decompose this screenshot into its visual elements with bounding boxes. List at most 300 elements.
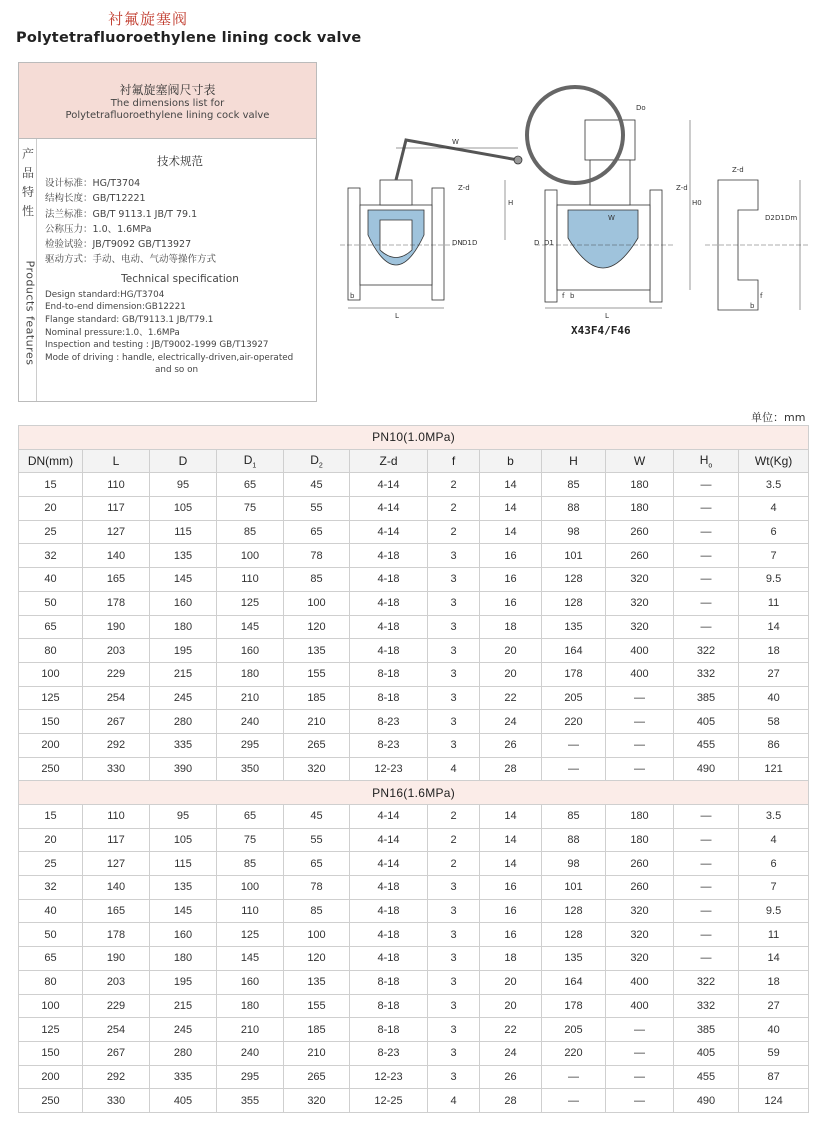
- table-cell: —: [674, 591, 739, 615]
- bonnet-view1: [380, 180, 412, 205]
- table-cell: —: [542, 733, 606, 757]
- table-cell: 65: [217, 805, 284, 829]
- table-cell: 45: [284, 805, 350, 829]
- table-cell: 125: [217, 923, 284, 947]
- table-cell: 24: [480, 1041, 542, 1065]
- dim-label: f: [760, 292, 763, 300]
- table-cell: 85: [217, 852, 284, 876]
- tech-spec-line-en: and so on: [155, 365, 199, 376]
- table-cell: 110: [217, 899, 284, 923]
- page-title-en: Polytetrafluoroethylene lining cock valve: [16, 30, 362, 46]
- table-cell: 100: [217, 876, 284, 900]
- table-cell: 125: [19, 1018, 83, 1042]
- spec-panel-header: [19, 63, 316, 139]
- table-cell: 117: [83, 828, 150, 852]
- table-cell: 3: [428, 970, 480, 994]
- table-cell: 2: [428, 520, 480, 544]
- column-header-subscript: o: [708, 462, 713, 470]
- table-cell: —: [606, 1065, 674, 1089]
- column-header-label: W: [633, 454, 646, 469]
- table-cell: 87: [739, 1065, 809, 1089]
- table-cell: 20: [19, 828, 83, 852]
- column-header-label: L: [112, 454, 120, 469]
- table-cell: 22: [480, 1018, 542, 1042]
- table-cell: 185: [284, 686, 350, 710]
- table-cell: 18: [480, 947, 542, 971]
- column-header: [83, 449, 150, 473]
- tech-spec-line-en: Mode of driving : handle, electrically-driven,air-operated: [45, 352, 294, 363]
- table-cell: 7: [739, 876, 809, 900]
- table-cell: 28: [480, 757, 542, 781]
- table-cell: 3: [428, 710, 480, 734]
- table-cell: 85: [284, 568, 350, 592]
- table-cell: 180: [606, 828, 674, 852]
- table-cell: 100: [19, 662, 83, 686]
- table-cell: —: [674, 473, 739, 497]
- table-cell: 124: [739, 1089, 809, 1113]
- spec-side-strip: [19, 139, 37, 401]
- spec-header-en-line2: Polytetrafluoroethylene lining cock valve: [65, 110, 270, 121]
- table-cell: 8-23: [350, 710, 428, 734]
- table-cell: 100: [217, 544, 284, 568]
- table-cell: 18: [739, 970, 809, 994]
- table-cell: 254: [83, 1018, 150, 1042]
- dim-label: H: [508, 199, 514, 207]
- table-cell: 229: [83, 994, 150, 1018]
- table-cell: 145: [150, 899, 217, 923]
- table-row: [19, 662, 809, 686]
- table-cell: 4-14: [350, 828, 428, 852]
- table-cell: 40: [739, 1018, 809, 1042]
- table-cell: 24: [480, 710, 542, 734]
- dim-label: Z-d: [732, 166, 744, 174]
- table-row: [19, 947, 809, 971]
- table-row: [19, 591, 809, 615]
- table-cell: 110: [217, 568, 284, 592]
- table-cell: 165: [83, 568, 150, 592]
- table-cell: 98: [542, 520, 606, 544]
- table-cell: 14: [480, 852, 542, 876]
- table-cell: 3: [428, 923, 480, 947]
- page-title-cn: 衬氟旋塞阀: [108, 10, 189, 28]
- table-cell: 4: [428, 757, 480, 781]
- column-header: [19, 449, 83, 473]
- table-cell: 117: [83, 497, 150, 521]
- table-cell: 3: [428, 876, 480, 900]
- column-header: [428, 449, 480, 473]
- table-cell: 260: [606, 876, 674, 900]
- table-cell: 400: [606, 994, 674, 1018]
- table-cell: 65: [284, 852, 350, 876]
- table-cell: 4-14: [350, 520, 428, 544]
- table-cell: 320: [606, 947, 674, 971]
- tech-spec-title-en: Technical specification: [121, 272, 239, 285]
- table-row: [19, 970, 809, 994]
- table-cell: 105: [150, 497, 217, 521]
- header-row: [19, 449, 809, 473]
- table-cell: —: [606, 1041, 674, 1065]
- tech-spec-line-cn: 设计标准：HG/T3704: [45, 178, 141, 189]
- table-row: [19, 1089, 809, 1113]
- table-cell: 20: [480, 994, 542, 1018]
- table-cell: 335: [150, 733, 217, 757]
- table-cell: 160: [217, 970, 284, 994]
- table-cell: 332: [674, 994, 739, 1018]
- table-cell: 58: [739, 710, 809, 734]
- table-cell: —: [674, 805, 739, 829]
- column-header-label: Wt(Kg): [754, 454, 793, 469]
- table-cell: 40: [19, 568, 83, 592]
- table-cell: 3: [428, 899, 480, 923]
- table-cell: 135: [150, 876, 217, 900]
- table-cell: 210: [284, 1041, 350, 1065]
- column-header: [739, 449, 809, 473]
- spec-header-cn: 衬氟旋塞阀尺寸表: [119, 83, 216, 97]
- table-cell: 95: [150, 473, 217, 497]
- dim-label: D1: [462, 239, 472, 247]
- table-cell: 115: [150, 520, 217, 544]
- dim-label: Z-d: [458, 184, 470, 192]
- plug-view1: [380, 220, 412, 258]
- table-cell: 150: [19, 710, 83, 734]
- table-cell: 101: [542, 544, 606, 568]
- column-header-subscript: 2: [318, 462, 323, 470]
- table-cell: 135: [542, 947, 606, 971]
- table-cell: 4-18: [350, 947, 428, 971]
- table-cell: 12-23: [350, 1065, 428, 1089]
- table-cell: 59: [739, 1041, 809, 1065]
- table-cell: 330: [83, 1089, 150, 1113]
- table-cell: 110: [83, 473, 150, 497]
- dim-label: H0: [692, 199, 702, 207]
- table-cell: 11: [739, 923, 809, 947]
- column-header: [284, 449, 350, 473]
- table-cell: 3: [428, 591, 480, 615]
- table-cell: 80: [19, 970, 83, 994]
- table-row: [19, 923, 809, 947]
- table-cell: 25: [19, 520, 83, 544]
- table-cell: 160: [150, 923, 217, 947]
- table-cell: 203: [83, 970, 150, 994]
- table-cell: 335: [150, 1065, 217, 1089]
- table-cell: 320: [606, 923, 674, 947]
- table-cell: 85: [542, 473, 606, 497]
- table-cell: 15: [19, 473, 83, 497]
- table-cell: 490: [674, 1089, 739, 1113]
- table-cell: 195: [150, 970, 217, 994]
- table-row: [19, 852, 809, 876]
- table-cell: 27: [739, 662, 809, 686]
- table-cell: 88: [542, 497, 606, 521]
- table-cell: 3: [428, 1018, 480, 1042]
- table-cell: 101: [542, 876, 606, 900]
- tech-spec-line-en: Flange standard: GB/T9113.1 JB/T79.1: [45, 314, 214, 325]
- table-cell: 3: [428, 639, 480, 663]
- table-cell: 180: [606, 473, 674, 497]
- table-cell: 320: [606, 615, 674, 639]
- table-cell: 400: [606, 639, 674, 663]
- table-cell: —: [542, 1089, 606, 1113]
- flange-right-view1: [432, 188, 444, 300]
- table-cell: 12-25: [350, 1089, 428, 1113]
- table-cell: —: [606, 686, 674, 710]
- side-label-en: Products features: [23, 260, 37, 366]
- table-row: [19, 828, 809, 852]
- table-cell: 3: [428, 994, 480, 1018]
- table-cell: —: [674, 947, 739, 971]
- tech-spec-line-en: Inspection and testing : JB/T9002-1999 GB/T13927: [45, 340, 269, 351]
- table-cell: 20: [19, 497, 83, 521]
- table-cell: 6: [739, 852, 809, 876]
- table-cell: 14: [480, 828, 542, 852]
- table-cell: 2: [428, 828, 480, 852]
- table-cell: 322: [674, 639, 739, 663]
- table-cell: 145: [217, 615, 284, 639]
- table-cell: 320: [284, 1089, 350, 1113]
- table-cell: 110: [83, 805, 150, 829]
- table-cell: 86: [739, 733, 809, 757]
- table-row: [19, 710, 809, 734]
- table-cell: 128: [542, 923, 606, 947]
- side-char: 性: [22, 204, 35, 218]
- table-cell: 400: [606, 662, 674, 686]
- tech-spec-line-cn: 驱动方式：手动、电动、气动等操作方式: [45, 254, 217, 266]
- table-cell: 210: [284, 710, 350, 734]
- table-cell: 2: [428, 852, 480, 876]
- table-row: [19, 876, 809, 900]
- table-cell: 40: [19, 899, 83, 923]
- dim-label: L: [605, 312, 609, 320]
- table-cell: 125: [217, 591, 284, 615]
- table-cell: 145: [217, 947, 284, 971]
- table-cell: 295: [217, 733, 284, 757]
- table-cell: 3: [428, 947, 480, 971]
- table-cell: 405: [674, 710, 739, 734]
- table-cell: 260: [606, 520, 674, 544]
- column-header: [606, 449, 674, 473]
- table-cell: 260: [606, 852, 674, 876]
- table-cell: 2: [428, 805, 480, 829]
- section-row: [19, 426, 809, 450]
- dim-label: Z-d: [676, 184, 688, 192]
- table-cell: 6: [739, 520, 809, 544]
- table-cell: 100: [19, 994, 83, 1018]
- table-cell: 455: [674, 1065, 739, 1089]
- table-cell: 295: [217, 1065, 284, 1089]
- section-title: PN10(1.0MPa): [19, 426, 809, 450]
- tech-spec-line-en: Nominal pressure:1.0、1.6MPa: [45, 327, 180, 338]
- table-cell: 4-18: [350, 923, 428, 947]
- table-cell: 4-18: [350, 615, 428, 639]
- table-cell: 330: [83, 757, 150, 781]
- table-row: [19, 568, 809, 592]
- table-row: [19, 686, 809, 710]
- table-cell: 205: [542, 686, 606, 710]
- table-row: [19, 544, 809, 568]
- table-cell: 20: [480, 639, 542, 663]
- table-cell: 292: [83, 1065, 150, 1089]
- tech-spec-line-cn: 公称压力：1.0、1.6MPa: [45, 223, 152, 235]
- dim-label: Do: [636, 104, 646, 112]
- table-cell: 65: [284, 520, 350, 544]
- column-header: [217, 449, 284, 473]
- table-cell: —: [674, 876, 739, 900]
- table-row: [19, 1041, 809, 1065]
- table-cell: 16: [480, 591, 542, 615]
- table-cell: 88: [542, 828, 606, 852]
- flange-right-view2: [650, 190, 662, 302]
- table-cell: 8-23: [350, 1041, 428, 1065]
- table-cell: —: [542, 1065, 606, 1089]
- table-cell: 9.5: [739, 568, 809, 592]
- table-cell: 127: [83, 520, 150, 544]
- table-cell: 4-14: [350, 852, 428, 876]
- column-header-label: b: [507, 454, 514, 469]
- table-cell: 78: [284, 876, 350, 900]
- table-row: [19, 615, 809, 639]
- spec-header-en-line1: The dimensions list for: [110, 98, 225, 109]
- table-cell: 8-18: [350, 1018, 428, 1042]
- table-cell: 3: [428, 615, 480, 639]
- table-cell: 390: [150, 757, 217, 781]
- table-cell: 100: [284, 923, 350, 947]
- column-header: [480, 449, 542, 473]
- table-cell: 265: [284, 1065, 350, 1089]
- table-cell: 245: [150, 686, 217, 710]
- dim-label: b: [350, 292, 355, 300]
- table-cell: 178: [542, 994, 606, 1018]
- column-header: [350, 449, 428, 473]
- table-cell: 28: [480, 1089, 542, 1113]
- table-cell: 128: [542, 591, 606, 615]
- table-cell: 164: [542, 639, 606, 663]
- table-cell: 15: [19, 805, 83, 829]
- table-cell: 250: [19, 757, 83, 781]
- table-cell: 160: [150, 591, 217, 615]
- section-row: [19, 781, 809, 805]
- table-cell: 3: [428, 1065, 480, 1089]
- table-cell: 25: [19, 852, 83, 876]
- column-header: [542, 449, 606, 473]
- dim-label: D1: [775, 214, 785, 222]
- table-cell: 245: [150, 1018, 217, 1042]
- table-cell: 125: [19, 686, 83, 710]
- table-cell: 203: [83, 639, 150, 663]
- column-header-label: D: [178, 454, 188, 469]
- table-cell: 320: [284, 757, 350, 781]
- table-cell: 455: [674, 733, 739, 757]
- table-cell: 220: [542, 710, 606, 734]
- dim-label: Dm: [785, 214, 798, 222]
- table-cell: 135: [542, 615, 606, 639]
- table-cell: 120: [284, 615, 350, 639]
- dim-label: b: [750, 302, 755, 310]
- table-cell: 385: [674, 1018, 739, 1042]
- table-cell: —: [674, 899, 739, 923]
- table-cell: 16: [480, 923, 542, 947]
- table-cell: 4-18: [350, 639, 428, 663]
- table-cell: 16: [480, 876, 542, 900]
- gearbox-view2: [585, 120, 635, 160]
- flange-left-view1: [348, 188, 360, 300]
- table-cell: 14: [480, 805, 542, 829]
- table-cell: 45: [284, 473, 350, 497]
- table-cell: 3.5: [739, 805, 809, 829]
- table-cell: 32: [19, 876, 83, 900]
- table-row: [19, 757, 809, 781]
- table-cell: 160: [217, 639, 284, 663]
- tech-spec-title-cn: 技术规范: [157, 154, 203, 168]
- section-title: PN16(1.6MPa): [19, 781, 809, 805]
- table-cell: 405: [150, 1089, 217, 1113]
- table-cell: 4-18: [350, 568, 428, 592]
- table-cell: 190: [83, 947, 150, 971]
- table-row: [19, 733, 809, 757]
- table-cell: 95: [150, 805, 217, 829]
- table-cell: 75: [217, 497, 284, 521]
- column-header-label: H: [569, 454, 578, 469]
- table-cell: 4-14: [350, 805, 428, 829]
- table-cell: 320: [606, 568, 674, 592]
- table-cell: 254: [83, 686, 150, 710]
- table-cell: —: [674, 497, 739, 521]
- table-cell: 2: [428, 497, 480, 521]
- dim-label: b: [570, 292, 575, 300]
- table-cell: 50: [19, 923, 83, 947]
- table-cell: 180: [217, 994, 284, 1018]
- table-cell: 215: [150, 994, 217, 1018]
- side-char: 产: [22, 147, 35, 161]
- table-cell: 16: [480, 568, 542, 592]
- table-cell: 200: [19, 733, 83, 757]
- model-label: X43F4/F46: [571, 324, 631, 337]
- column-header-label: D: [310, 452, 319, 467]
- dim-label: D: [534, 239, 540, 247]
- table-cell: 65: [217, 473, 284, 497]
- column-header-label: Z-d: [379, 454, 398, 469]
- table-cell: 140: [83, 544, 150, 568]
- table-cell: 4: [739, 497, 809, 521]
- table-cell: 292: [83, 733, 150, 757]
- table-cell: 8-23: [350, 733, 428, 757]
- table-cell: —: [606, 710, 674, 734]
- dim-label: D1: [544, 239, 554, 247]
- table-cell: 267: [83, 710, 150, 734]
- table-cell: 85: [284, 899, 350, 923]
- table-row: [19, 994, 809, 1018]
- table-cell: 180: [150, 947, 217, 971]
- table-cell: 200: [19, 1065, 83, 1089]
- table-cell: —: [674, 828, 739, 852]
- table-cell: 14: [480, 473, 542, 497]
- valve-technical-drawing: [340, 80, 815, 340]
- table-cell: 100: [284, 591, 350, 615]
- table-cell: —: [606, 733, 674, 757]
- table-cell: 178: [542, 662, 606, 686]
- table-cell: 40: [739, 686, 809, 710]
- table-cell: 14: [739, 615, 809, 639]
- table-cell: 4-14: [350, 473, 428, 497]
- table-cell: 3: [428, 662, 480, 686]
- table-cell: 22: [480, 686, 542, 710]
- table-cell: 14: [480, 520, 542, 544]
- dim-label: f: [562, 292, 565, 300]
- table-cell: 210: [217, 686, 284, 710]
- table-cell: 265: [284, 733, 350, 757]
- table-cell: 105: [150, 828, 217, 852]
- table-cell: 121: [739, 757, 809, 781]
- table-cell: 405: [674, 1041, 739, 1065]
